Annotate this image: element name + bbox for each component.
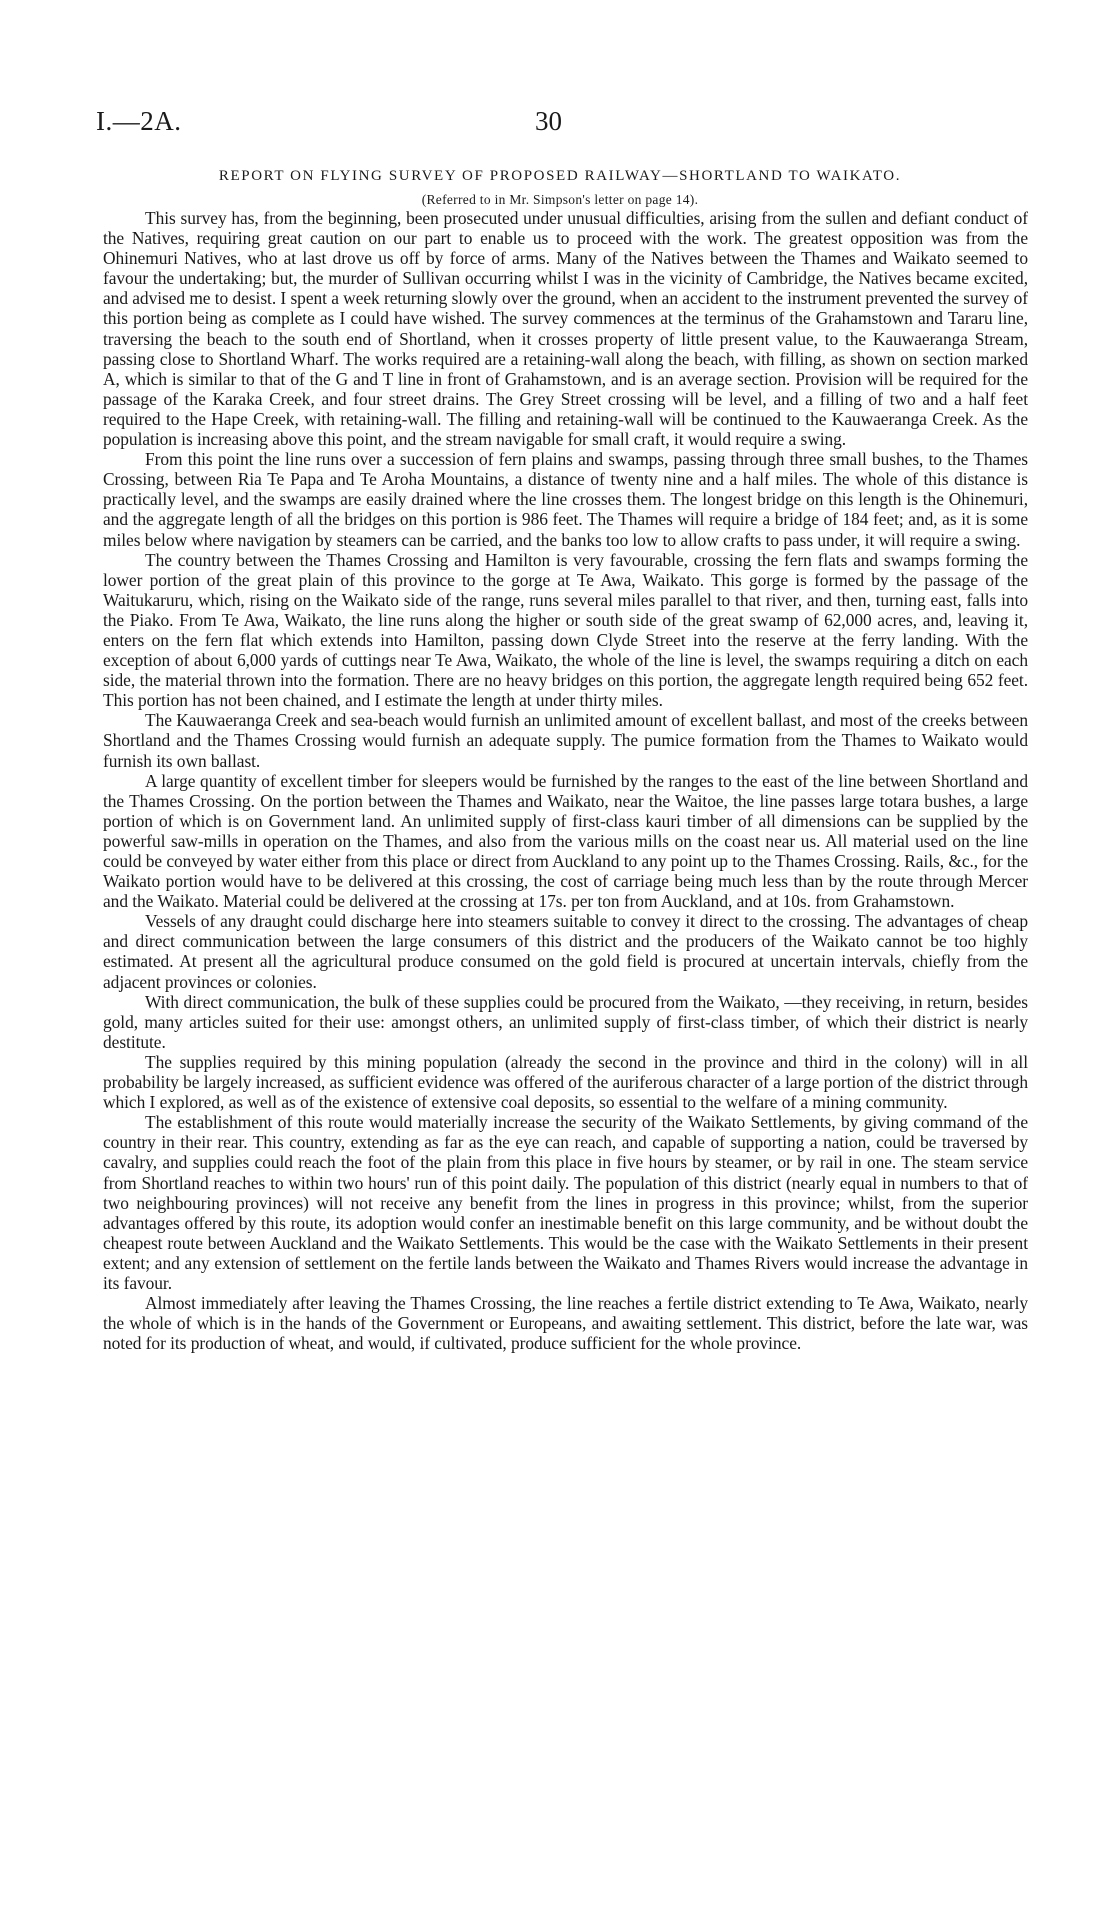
report-title: REPORT ON FLYING SURVEY OF PROPOSED RAILWAY—SHORTLAND TO WAIKATO. [218, 168, 902, 184]
paragraph: The supplies required by this mining population (already the second in the province and third in the colony) will in all probability be largely increased, as sufficient evidence was offered of the auriferous character of a large portion of the district through which I explored, as well as of the existence of extensive coal deposits, so essential to the welfare of a mining community. [103, 1051, 1028, 1113]
paragraph: The establishment of this route would materially increase the security of the Waikato Settlements, by giving command of the country in their rear. This country, extending as far as the eye can reach, and capable of supporting a nation, could be traversed by cavalry, and supplies could reach the foot of the plain from this place in five hours by steamer, or by rail in one. The steam service from Shortland reaches to within two hours' run of this point daily. The population of this district (nearly equal in numbers to that of two neighbouring provinces) will not receive any benefit from the lines in progress in this province; whilst, from the superior advantages offered by this route, its adoption would confer an inestimable benefit on this large community, and be without doubt the cheapest route between Auckland and the Waikato Settlements. This would be the case with the Waikato Settlements in their present extent; and any extension of settlement on the fertile lands between the Waikato and Thames Rivers would increase the advantage in its favour. [103, 1112, 1028, 1293]
paragraph: The country between the Thames Crossing and Hamilton is very favourable, crossing the fern flats and swamps forming the lower portion of the great plain of this province to the gorge at Te Awa, Waikato. This gorge is formed by the passage of the Waitukaruru, which, rising on the Waikato side of the range, runs several miles parallel to that river, and then, turning east, falls into the Piako. From Te Awa, Waikato, the line runs along the higher or south side of the great swamp of 62,000 acres, and, leaving it, enters on the fern flat which extends into Hamilton, passing down Clyde Street into the reserve at the ferry landing. With the exception of about 6,000 yards of cuttings near Te Awa, Waikato, the whole of the line is level, the swamps requiring a ditch on each side, the material thrown into the formation. There are no heavy bridges on this portion, the aggregate length required being 652 feet. This portion has not been chained, and I estimate the length at under thirty miles. [103, 549, 1028, 711]
paragraph: Almost immediately after leaving the Thames Crossing, the line reaches a fertile district extending to Te Awa, Waikato, nearly the whole of which is in the hands of the Government or Europeans, and awaiting settlement. This district, before the late war, was noted for its production of wheat, and would, if cultivated, produce sufficient for the whole province. [103, 1293, 1028, 1354]
report-body [103, 208, 1028, 1908]
page-number: 30 [535, 106, 562, 136]
paragraph: A large quantity of excellent timber for sleepers would be furnished by the ranges to the east of the line between Shortland and the Thames Crossing. On the portion between the Thames and Waikato, near the Waitoe, the line passes large totara bushes, a large portion of which is on Government land. An unlimited supply of first-class kauri timber of all dimensions can be supplied by the powerful saw-mills in operation on the Thames, and also from the various mills on the coast near us. All material used on the line could be conveyed by water either from this place or direct from Auckland to any point up to the Thames Crossing. Rails, &c., for the Waikato portion would have to be delivered at this crossing, the cost of carriage being much less than by the route through Mercer and the Waikato. Material could be delivered at the crossing at 17s. per ton from Auckland, and at 10s. from Grahamstown. [103, 770, 1028, 912]
paragraph: From this point the line runs over a succession of fern plains and swamps, passing through three small bushes, to the Thames Crossing, between Ria Te Papa and Te Aroha Mountains, a distance of twenty nine and a half miles. The whole of this distance is practically level, and the swamps are easily drained where the line crosses them. The longest bridge on this length is the Ohinemuri, and the aggregate length of all the bridges on this portion is 986 feet. The Thames will require a bridge of 184 feet; and, as it is some miles below where navigation by steamers can be carried, and the banks too low to allow crafts to pass under, it will require a swing. [103, 449, 1028, 550]
paragraph: The Kauwaeranga Creek and sea-beach would furnish an unlimited amount of excellent ballast, and most of the creeks between Shortland and the Thames Crossing would furnish an adequate supply. The pumice formation from the Thames to Waikato would furnish its own ballast. [103, 710, 1028, 771]
document-reference: I.—2A. [96, 106, 182, 136]
report-subtitle: (Referred to in Mr. Simpson's letter on page 14). [421, 192, 699, 207]
paragraph: This survey has, from the beginning, been prosecuted under unusual difficulties, arising from the sullen and defiant conduct of the Natives, requiring great caution on our part to enable us to proceed with the work. The greatest opposition was from the Ohinemuri Natives, who at last drove us off by force of arms. Many of the Natives between the Thames and Waikato seemed to favour the undertaking; but, the murder of Sullivan occurring whilst I was in the vicinity of Cambridge, the Natives became excited, and advised me to desist. I spent a week returning slowly over the ground, when an accident to the instrument prevented the survey of this portion being as complete as I could have wished. The survey commences at the terminus of the Grahamstown and Tararu line, traversing the beach to the south end of Shortland, when it crosses property of little present value, to the Kauwaeranga Stream, passing close to Shortland Wharf. The works required are a retaining-wall along the beach, with filling, as shown on section marked A, which is similar to that of the G and T line in front of Grahamstown, and is an average section. Provision will be required for the passage of the Karaka Creek, and four street drains. The Grey Street crossing will be level, and a filling of two and a half feet required to the Hape Creek, with retaining-wall. The filling and retaining-wall will be continued to the Kauwaeranga Creek. As the population is increasing above this point, and the stream navigable for small craft, it would require a swing. [103, 208, 1028, 450]
paragraph: Vessels of any draught could discharge here into steamers suitable to convey it direct to the crossing. The advantages of cheap and direct communication between the large consumers of this district and the producers of the Waikato cannot be too highly estimated. At present all the agricultural produce consumed on the gold field is procured at uncertain intervals, chiefly from the adjacent provinces or colonies. [103, 911, 1028, 992]
paragraph: With direct communication, the bulk of these supplies could be procured from the Waikato, —they receiving, in return, besides gold, many articles suited for their use: amongst others, an unlimited supply of first-class timber, of which their district is nearly destitute. [103, 991, 1028, 1052]
